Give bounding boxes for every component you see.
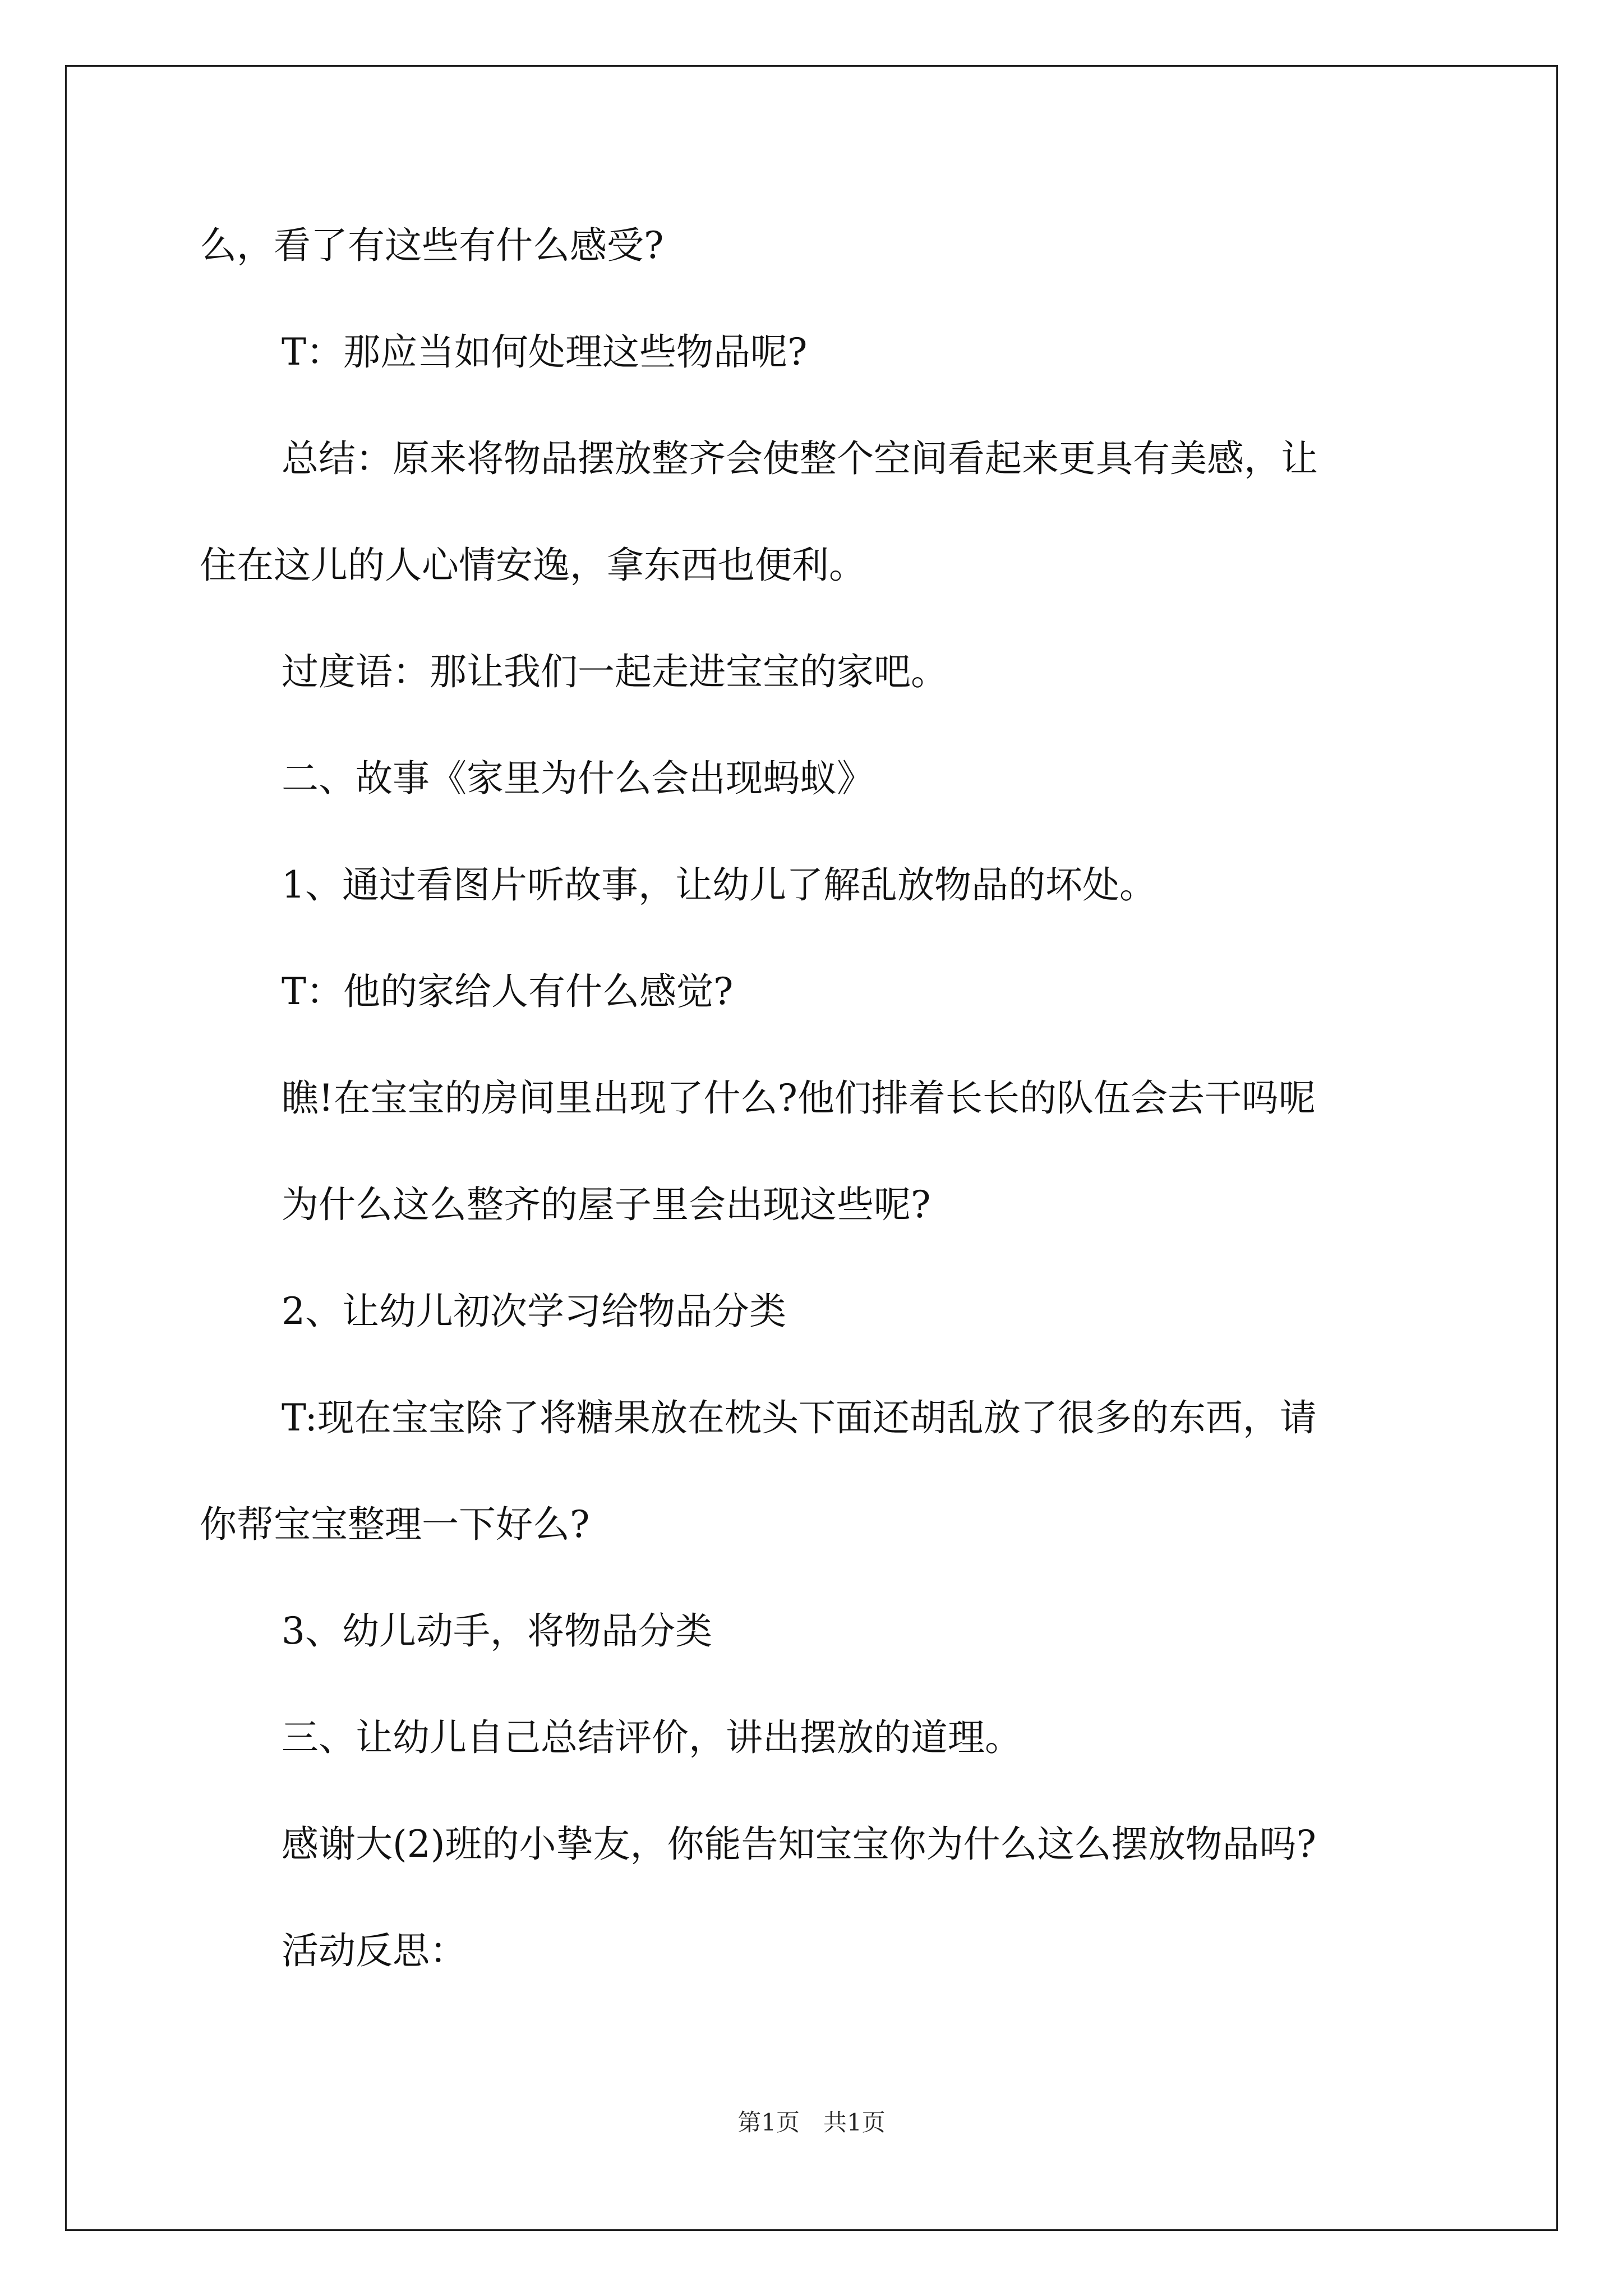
paragraph-17: 活动反思：	[282, 1929, 467, 1972]
paragraph-16: 感谢大(2)班的小挚友，你能告知宝宝你为什么这么摆放物品吗?	[282, 1823, 1316, 1866]
paragraph-1: 么，看了有这些有什么感受?	[200, 224, 664, 267]
paragraph-11: 2、让幼儿初次学习给物品分类	[282, 1290, 786, 1333]
paragraph-13: 你帮宝宝整理一下好么?	[200, 1503, 590, 1546]
paragraph-14: 3、幼儿动手，将物品分类	[282, 1609, 712, 1653]
paragraph-3: 总结：原来将物品摆放整齐会使整个空间看起来更具有美感，让	[282, 437, 1318, 480]
page-frame	[65, 65, 1558, 2231]
paragraph-5: 过度语：那让我们一起走进宝宝的家吧。	[282, 650, 948, 693]
paragraph-9: 瞧!在宝宝的房间里出现了什么?他们排着长长的队伍会去干吗呢	[282, 1076, 1316, 1120]
paragraph-15: 三、让幼儿自己总结评价，讲出摆放的道理。	[282, 1716, 1022, 1759]
paragraph-4: 住在这儿的人心情安逸，拿东西也便利。	[200, 544, 866, 587]
paragraph-10: 为什么这么整齐的屋子里会出现这些呢?	[282, 1183, 931, 1226]
paragraph-8: T：他的家给人有什么感觉?	[282, 970, 734, 1013]
paragraph-7: 1、通过看图片听故事，让幼儿了解乱放物品的坏处。	[282, 863, 1156, 907]
paragraph-2: T：那应当如何处理这些物品呢?	[282, 330, 808, 374]
paragraph-6: 二、故事《家里为什么会出现蚂蚁》	[282, 757, 874, 800]
page-footer: 第1页 共1页	[737, 2109, 886, 2136]
paragraph-12: T:现在宝宝除了将糖果放在枕头下面还胡乱放了很多的东西，请	[282, 1396, 1317, 1439]
